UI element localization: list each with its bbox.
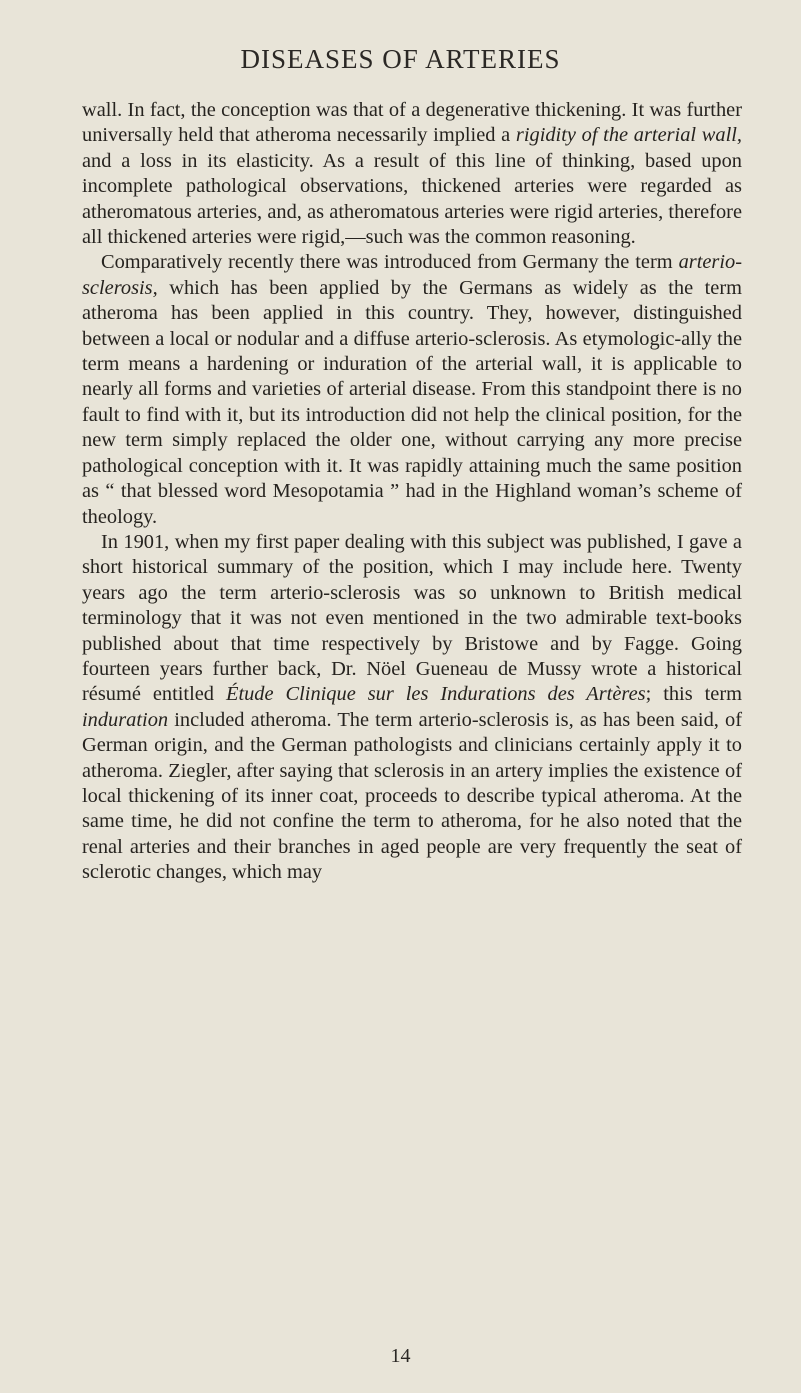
paragraph-2-italic-a: arterio-sclerosis, (82, 251, 742, 299)
paragraph-2-text-b: which has been applied by the Germans as widely as the term atheroma has been applied in this country. They, however, distinguished between a local or nodular and a diffuse arterio-sclerosis. As etymologic-ally the term means a hardening or induration of the arterial wall, it is applicable to nearly all forms and varieties of arterial disease. From this standpoint there is no fault to find with it, but its introduction did not help the clinical position, for the new term simply replaced the older one, without carrying any more precise pathological conception with it. It was rapidly attaining much the same position as “ that blessed word Mesopotamia ” had in the Highland woman’s scheme of theology. (82, 276, 742, 528)
paragraph-1-text-a: wall. In fact, the conception was that of a degenerative thickening. It was further universally held that atheroma necessarily implied a (82, 99, 742, 147)
body-text (82, 98, 742, 886)
paragraph-3-text-b: ; this term (645, 683, 742, 706)
paragraph-1-text-b: and a loss in its elasticity. As a result of this line of thinking, based upon incomplete pathological observations, thickened arteries were regarded as atheromatous arteries, and, as atheromatous arteries were rigid arteries, therefore all thickened arteries were rigid,—such was the common reasoning. (82, 149, 742, 249)
paragraph-2 (82, 250, 742, 529)
paragraph-3-text-a: In 1901, when my first paper dealing with this subject was published, I gave a short historical summary of the position, which I may include here. Twenty years ago the term arterio-sclerosis was so unknown to British medical terminology that it was not even mentioned in the two admirable text-books published about that time respectively by Bristowe and by Fagge. Going fourteen years further back, Dr. Nöel Gueneau de Mussy wrote a historical résumé entitled (82, 530, 742, 706)
paragraph-3 (82, 530, 742, 886)
running-header: DISEASES OF ARTERIES (240, 44, 561, 74)
paragraph-2-text-a: Comparatively recently there was introduced from Germany the term (101, 251, 679, 274)
paragraph-3-italic-a: Étude Clinique sur les Indurations des Artères (225, 683, 646, 706)
paragraph-1-italic-a: rigidity of the arterial wall, (515, 124, 742, 147)
page-number: 14 (390, 1345, 411, 1367)
paragraph-3-italic-b: induration (82, 708, 169, 731)
paragraph-3-text-c: included atheroma. The term arterio-sclerosis is, as has been said, of German origin, and the German pathologists and clinicians certainly apply it to atheroma. Ziegler, after saying that sclerosis in an artery implies the existence of local thickening of its inner coat, proceeds to describe typical atheroma. At the same time, he did not confine the term to atheroma, for he also noted that the renal arteries and their branches in aged people are very frequently the seat of sclerotic changes, which may (82, 708, 742, 884)
paragraph-1 (82, 98, 742, 250)
